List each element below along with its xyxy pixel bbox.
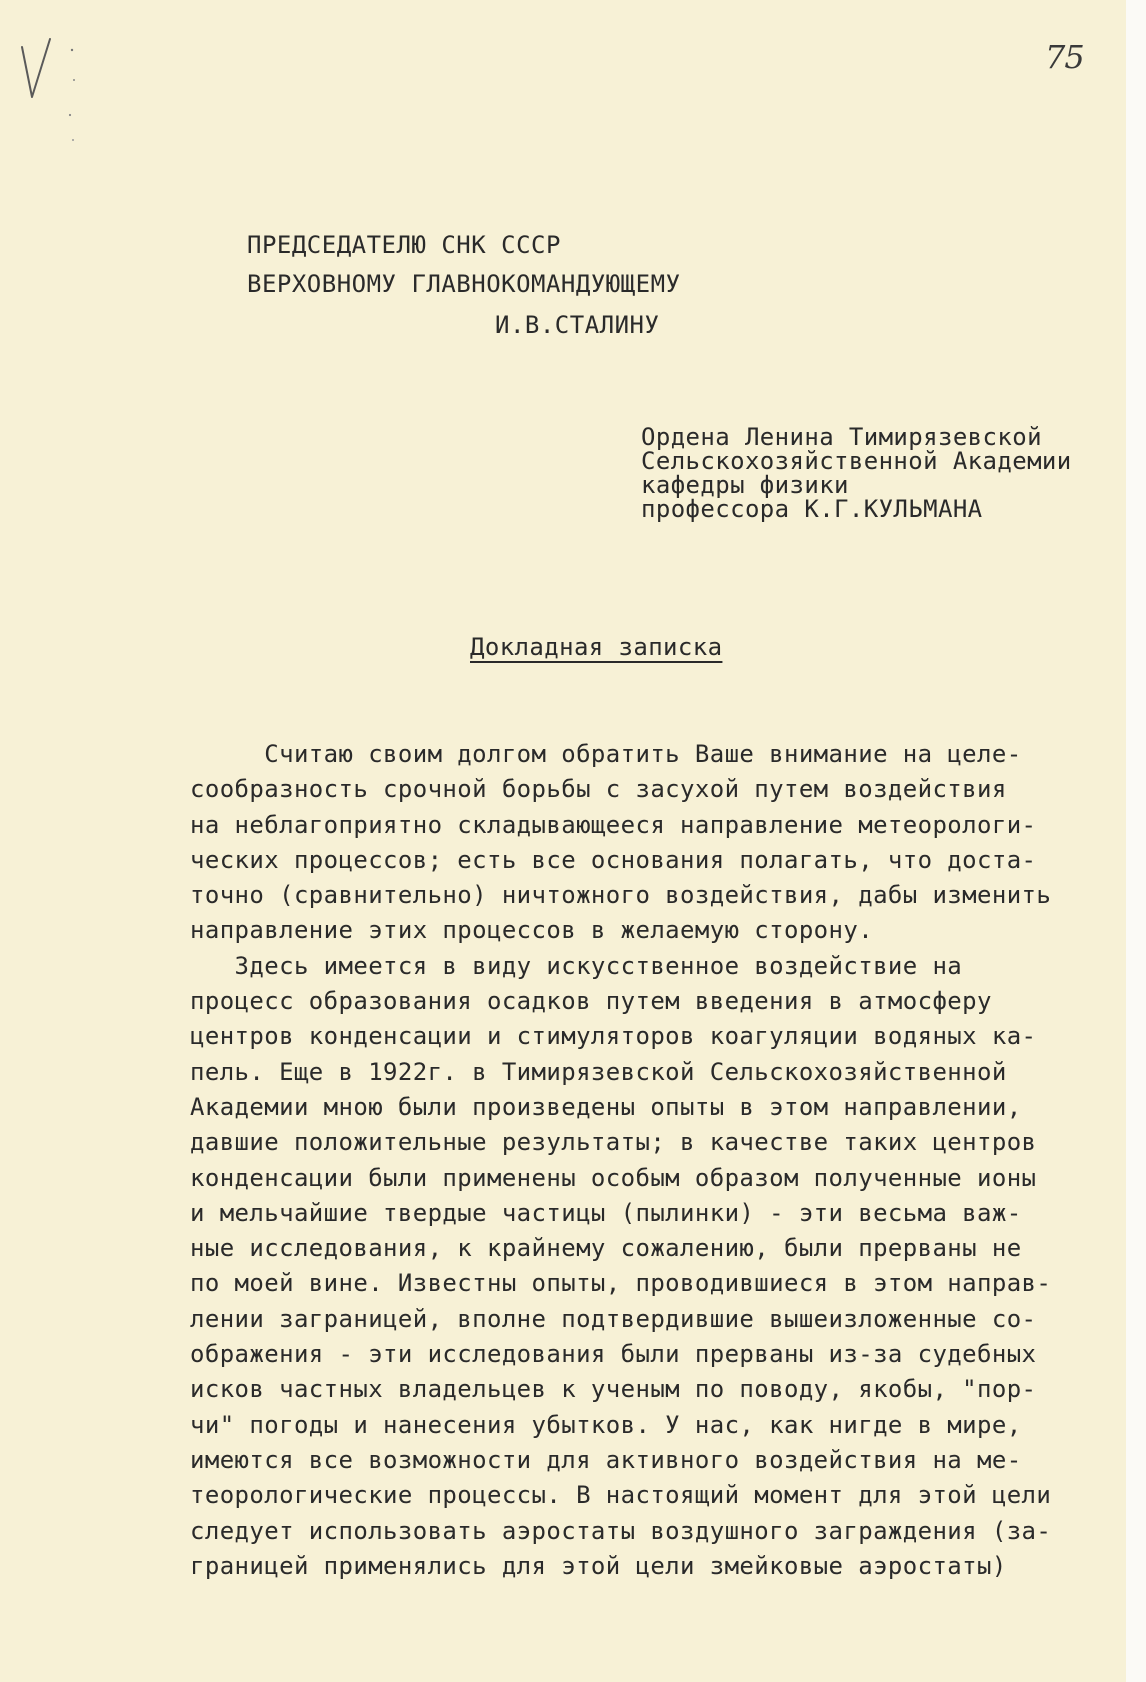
document-title: Докладная записка [470,633,723,661]
paper-specks [62,40,82,150]
body-line: направление этих процессов в желаемую сторону. [190,916,874,945]
addressee-line-2: ВЕРХОВНОМУ ГЛАВНОКОМАНДУЮЩЕМУ [247,270,681,298]
sender-line: Сельскохозяйственной Академии [641,447,1072,475]
body-line: давшие положительные результаты; в качестве таких центров [190,1128,1037,1157]
page-number: 75 [1045,38,1084,76]
addressee-block [247,226,681,345]
body-line: пель. Еще в 1922г. в Тимирязевской Сельскохозяйственной [190,1057,1007,1086]
body-line: чи" погоды и нанесения убытков. У нас, как нигде в мире, [190,1410,1022,1439]
body-line: точно (сравнительно) ничтожного воздействия, дабы изменить [190,881,1052,910]
body-line: центров конденсации и стимуляторов коагуляции водяных ка- [190,1022,1037,1051]
body-line: границей применялись для этой цели змейковые аэростаты) [190,1551,1007,1580]
body-line: ческих процессов; есть все основания полагать, что доста- [190,845,1037,874]
body-line: следует использовать аэростаты воздушного заграждения (за- [190,1516,1052,1545]
body-line: лении заграницей, вполне подтвердившие вышеизложенные со- [190,1304,1037,1333]
addressee-name: И.В.СТАЛИНУ [495,311,660,339]
body-line: ные исследования, к крайнему сожалению, были прерваны не [190,1234,1022,1263]
body-line: имеются все возможности для активного воздействия на ме- [190,1445,1022,1474]
body-line: процесс образования осадков путем введения в атмосферу [190,987,992,1016]
sender-line: профессора К.Г.КУЛЬМАНА [641,495,983,523]
body-line: Здесь имеется в виду искусственное воздействие на [190,951,963,980]
page-edge [1126,0,1146,1682]
body-line: ображения - эти исследования были прерваны из-за судебных [190,1340,1037,1369]
body-text [190,737,1120,1584]
body-line: Считаю своим долгом обратить Ваше внимание на целе- [190,740,1022,768]
body-line: конденсации были применены особым образом полученные ионы [190,1163,1037,1192]
body-line: на неблагоприятно складывающееся направление метеорологи- [190,810,1037,839]
body-line: по моей вине. Известны опыты, проводившиеся в этом направ- [190,1269,1052,1298]
sender-line: кафедры физики [641,471,849,499]
sender-line: Ордена Ленина Тимирязевской [641,423,1042,451]
addressee-line-1: ПРЕДСЕДАТЕЛЮ СНК СССР [247,231,561,259]
body-line: исков частных владельцев к ученым по поводу, якобы, "пор- [190,1375,1037,1404]
body-line: сообразность срочной борьбы с засухой путем воздействия [190,775,1007,804]
handwritten-check-mark [20,35,54,105]
body-line: Академии мною были произведены опыты в этом направлении, [190,1092,1022,1121]
body-line: теорологические процессы. В настоящий момент для этой цели [190,1481,1052,1510]
body-line: и мельчайшие твердые частицы (пылинки) - эти весьма важ- [190,1198,1022,1227]
sender-block [641,425,1072,521]
